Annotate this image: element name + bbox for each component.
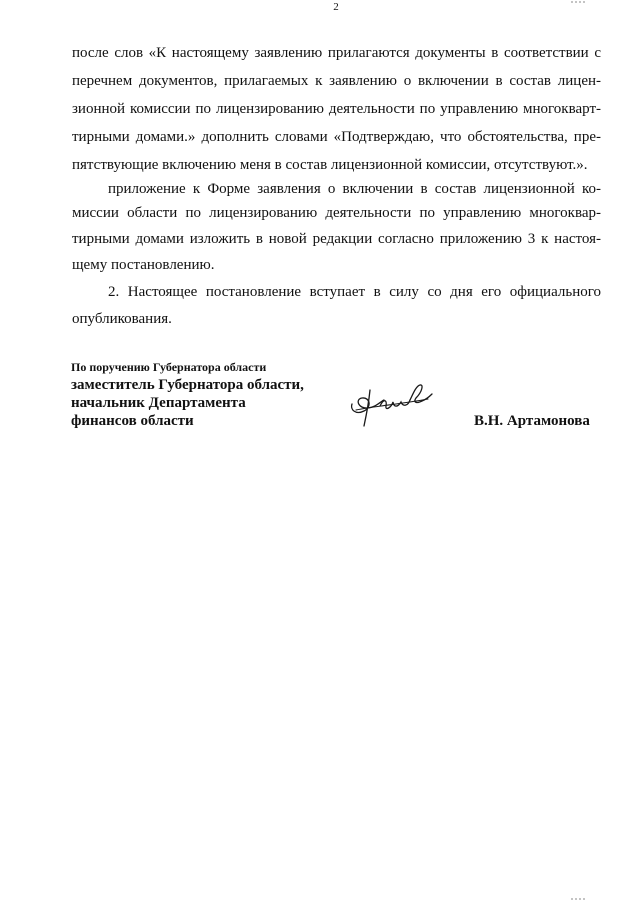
paragraph-1-line-2: перечнем документов, прилагаемых к заявлению о включении в состав лицен- <box>72 73 601 89</box>
handwritten-signature <box>346 382 436 430</box>
paragraph-3-line-1: 2. Настоящее постановление вступает в силу со дня его официального <box>108 284 601 300</box>
signer-position-line-3: финансов области <box>71 413 194 429</box>
paragraph-1-line-3: зионной комиссии по лицензированию деятельности по управлению многокварт- <box>72 101 601 117</box>
paragraph-2-line-4: щему постановлению. <box>72 257 215 273</box>
signer-name: В.Н. Артамонова <box>474 413 590 429</box>
paragraph-2-line-2: миссии области по лицензированию деятельности по управлению многоквар- <box>72 205 601 221</box>
paragraph-1-line-5: пятствующие включению меня в состав лицензионной комиссии, отсутствуют.». <box>72 157 588 173</box>
paragraph-2-line-3: тирными домами изложить в новой редакции согласно приложению 3 к настоя- <box>72 231 601 247</box>
scan-mark-bottom <box>570 897 586 901</box>
page-number: 2 <box>333 1 339 13</box>
by-order-of-governor: По поручению Губернатора области <box>71 360 267 374</box>
paragraph-2-line-1: приложение к Форме заявления о включении в состав лицензионной ко- <box>108 181 601 197</box>
paragraph-1-line-1: после слов «К настоящему заявлению прилагаются документы в соответствии с <box>72 45 601 61</box>
signer-position-line-1: заместитель Губернатора области, <box>71 377 304 393</box>
paragraph-1-line-4: тирными домами.» дополнить словами «Подтверждаю, что обстоятельства, пре- <box>72 129 601 145</box>
scan-mark-top <box>570 0 586 4</box>
paragraph-3-line-2: опубликования. <box>72 311 172 327</box>
signer-position-line-2: начальник Департамента <box>71 395 246 411</box>
